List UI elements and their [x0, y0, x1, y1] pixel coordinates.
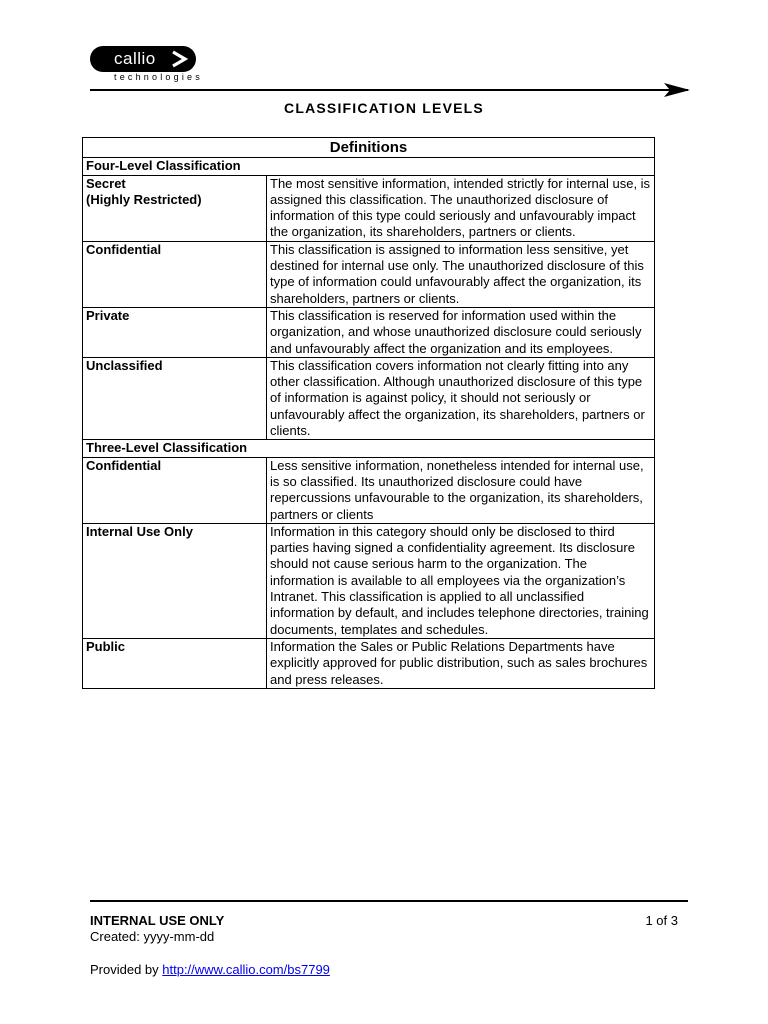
classification-definition: This classification is assigned to information less sensitive, yet destined for internal use only. The unauthorized disclosure of this type of information could unfavourably affect the organization, its shareholders, partners or clients. [267, 241, 655, 307]
table-row [83, 357, 655, 439]
arrow-right-icon [664, 82, 690, 98]
classification-term: Private [83, 307, 267, 357]
provided-by-label: Provided by [90, 962, 163, 977]
logo-wordmark: callio [114, 49, 156, 68]
section-heading: Four-Level Classification [83, 158, 655, 175]
table-row [83, 175, 655, 241]
company-logo [90, 46, 220, 86]
footer-provided-by [90, 962, 330, 977]
page-number: 1 of 3 [645, 913, 678, 928]
table-heading: Definitions [83, 138, 655, 158]
section-row [83, 440, 655, 457]
classification-term: Unclassified [83, 357, 267, 439]
table-row [83, 457, 655, 523]
table-row [83, 307, 655, 357]
table-header-row [83, 138, 655, 158]
footer-classification-label: INTERNAL USE ONLY [90, 913, 225, 928]
logo-tagline: technologies [114, 72, 203, 82]
section-heading: Three-Level Classification [83, 440, 655, 457]
classification-definition: Less sensitive information, nonetheless intended for internal use, is so classified. Its unauthorized disclosure could have repercussions unfavourable to the organization, its shareholders, partners or clients [267, 457, 655, 523]
classification-term: Confidential [83, 457, 267, 523]
classification-definition: The most sensitive information, intended strictly for internal use, is assigned this classification. The unauthorized disclosure of information of this type could seriously and unfavourably impact the organization, its shareholders, partners or clients. [267, 175, 655, 241]
footer-divider [90, 900, 688, 902]
classification-term: Confidential [83, 241, 267, 307]
classification-definition: Information in this category should only be disclosed to third parties having signed a confidentiality agreement. Its disclosure should not cause serious harm to the organization. The information is available to all employees via the organization’s Intranet. This classification is applied to all unclassified information by default, and includes telephone directories, training documents, templates and schedules. [267, 523, 655, 638]
page-title: CLASSIFICATION LEVELS [284, 100, 484, 116]
table-row [83, 638, 655, 688]
table-row [83, 241, 655, 307]
chevron-right-icon [170, 50, 188, 68]
logo-badge [90, 46, 196, 72]
table-row [83, 523, 655, 638]
section-row [83, 158, 655, 175]
classification-definition: This classification is reserved for information used within the organization, and whose unauthorized disclosure could seriously and unfavourably affect the organization and its employees. [267, 307, 655, 357]
classification-definition: Information the Sales or Public Relations Departments have explicitly approved for public distribution, such as sales brochures and press releases. [267, 638, 655, 688]
footer-created-date: Created: yyyy-mm-dd [90, 929, 215, 944]
classification-term: Public [83, 638, 267, 688]
header-divider [90, 89, 688, 91]
definitions-table [82, 137, 655, 689]
classification-definition: This classification covers information not clearly fitting into any other classification. Although unauthorized disclosure of this type of information is against policy, it should not seriously or unfavourably affect the organization, its shareholders, partners or clients. [267, 357, 655, 439]
source-link[interactable]: http://www.callio.com/bs7799 [162, 962, 330, 977]
classification-term: Internal Use Only [83, 523, 267, 638]
classification-term: Secret (Highly Restricted) [83, 175, 267, 241]
